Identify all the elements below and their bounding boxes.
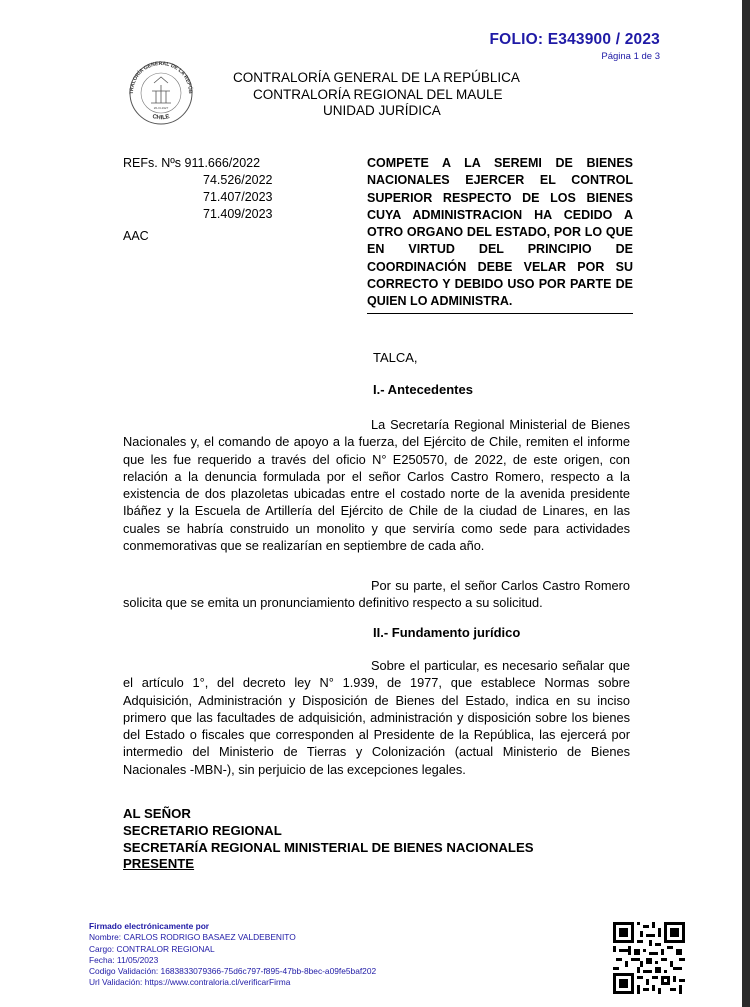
paragraph xyxy=(123,657,630,778)
folio-number: FOLIO: E343900 / 2023 xyxy=(489,31,660,48)
regional-office: CONTRALORÍA REGIONAL DEL MAULE xyxy=(253,86,503,102)
org-name: CONTRALORÍA GENERAL DE LA REPÚBLICA xyxy=(233,70,520,85)
initials: AAC xyxy=(123,229,149,243)
paragraph-text: Por su parte, el señor Carlos Castro Romero solicita que se emita un pronunciamiento definitivo respecto a su solicitud. xyxy=(123,578,630,611)
signer-role: Cargo: CONTRALOR REGIONAL xyxy=(89,943,215,954)
seal-text-bottom: CHILE xyxy=(151,113,171,122)
validation-code: Codigo Validación: 1683833079366-75d6c797-f895-47bb-8bec-a09fe5baf202 xyxy=(89,966,377,977)
ref-item: 74.526/2022 xyxy=(203,173,273,187)
qr-code-icon xyxy=(613,922,685,994)
contraloria-seal-icon xyxy=(118,57,204,125)
city-line: TALCA, xyxy=(373,350,418,365)
paragraph xyxy=(123,416,630,554)
viewer-edge xyxy=(742,0,750,1007)
page-indicator: Página 1 de 3 xyxy=(601,51,660,62)
section-heading-fundamento: II.- Fundamento jurídico xyxy=(373,625,521,640)
signature-heading: Firmado electrónicamente por xyxy=(89,921,210,931)
organization-header xyxy=(233,70,520,120)
subject-summary: COMPETE A LA SEREMI DE BIENES NACIONALES EJERCER EL CONTROL SUPERIOR RESPECTO DE LOS BIENES CUYA ADMINISTRACION HA CEDIDO A OTRO ORGANO DEL ESTADO, POR LO QUE EN VIRTUD DEL PRINCIPIO DE COORDINACIÓN DEBE VELAR POR SU CORRECTO Y DEBIDO USO POR PARTE DE QUIEN LO ADMINISTRA. xyxy=(367,155,633,314)
refs-label: REFs. Nºs 911.666/2022 xyxy=(123,156,261,170)
seal-date: 26-III-1927 xyxy=(153,106,169,110)
addressee-title: SECRETARIO REGIONAL xyxy=(123,822,282,838)
section-heading-antecedentes: I.- Antecedentes xyxy=(373,382,473,397)
paragraph-text: Sobre el particular, es necesario señalar que el artículo 1°, del decreto ley N° 1.939, de 1977, que establece Normas sobre Adquisición, Administración y Disposición de Bienes del Estado, indica en su inciso primero que las facultades de adquisición, administración y disposición sobre los bienes del Estado o fiscales que corresponden al Presidente de la República, las ejercerá por intermedio del Ministerio de Tierras y Colonización (actual Ministerio de Bienes Nacionales -MBN-), sin perjuicio de las excepciones legales. xyxy=(123,658,630,777)
svg-text:CHILE xyxy=(152,114,171,121)
validation-url[interactable]: Url Validación: https://www.contraloria.cl/verificarFirma xyxy=(89,977,291,988)
addressee-office: SECRETARÍA REGIONAL MINISTERIAL DE BIENES NACIONALES xyxy=(123,839,534,855)
ref-item: 71.409/2023 xyxy=(203,207,273,221)
ref-item: 71.407/2023 xyxy=(203,190,273,204)
seal-text-top: TRALORÍA GENERAL DE LA REPÚB xyxy=(128,60,194,95)
signature-date: Fecha: 11/05/2023 xyxy=(89,954,159,965)
paragraph-text: La Secretaría Regional Ministerial de Bienes Nacionales y, el comando de apoyo a la fuerza, del Ejército de Chile, remiten el informe que les fue requerido a través del oficio N° E250570, de 2022, de este origen, con relación a la denuncia formulada por el señor Carlos Castro Romero, respecto a la existencia de dos plazoletas ubicadas entre el costado norte de la avenida presidente Ibáñez y la Escuela de Artillería del Ejército de Chile de la ciudad de Linares, en las cuales se habría construido un monolito y que serviría como sede para actividades conmemorativas que se realizarían en septiembre de cada año. xyxy=(123,417,630,554)
addressee-salutation: AL SEÑOR xyxy=(123,806,191,821)
signer-name: Nombre: CARLOS RODRIGO BASAEZ VALDEBENITO xyxy=(89,932,296,943)
references-block xyxy=(123,155,273,245)
svg-text:CONTRALORÍA GENERAL DE LA REPÚ xyxy=(118,57,194,94)
addressee-presente: PRESENTE xyxy=(123,856,195,872)
electronic-signature-block xyxy=(89,921,376,989)
unit-name: UNIDAD JURÍDICA xyxy=(323,103,441,118)
paragraph xyxy=(123,577,630,612)
addressee-block xyxy=(123,806,534,873)
